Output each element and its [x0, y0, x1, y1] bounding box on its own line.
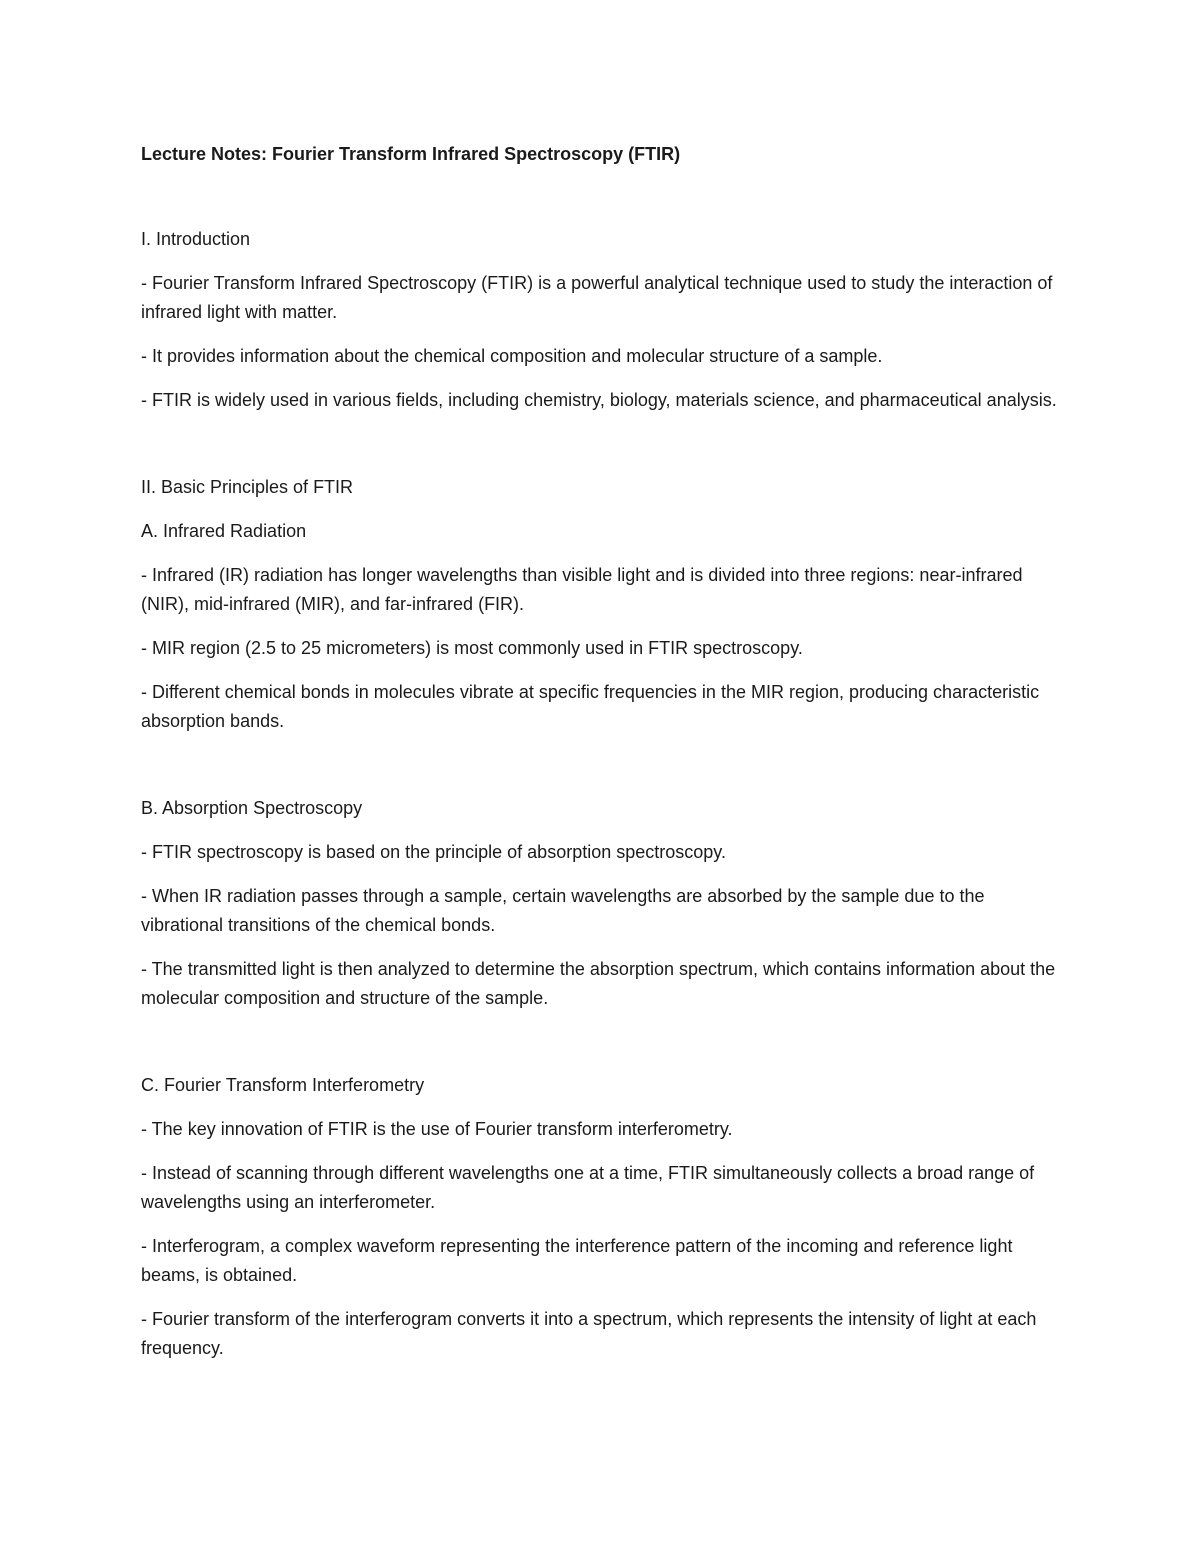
document-title: Lecture Notes: Fourier Transform Infrared Spectroscopy (FTIR) [141, 144, 681, 164]
section-spacer [141, 1028, 1061, 1071]
paragraph: - The key innovation of FTIR is the use of Fourier transform interferometry. [141, 1119, 733, 1139]
section-basic-principles [141, 473, 1061, 736]
paragraph: - It provides information about the chemical composition and molecular structure of a sample. [141, 346, 883, 366]
paragraph: - Fourier Transform Infrared Spectroscopy (FTIR) is a powerful analytical technique used to study the interaction of infrared light with matter. [141, 273, 1053, 322]
paragraph: - Interferogram, a complex waveform representing the interference pattern of the incoming and reference light beams, is obtained. [141, 1236, 1013, 1285]
subsection-heading: A. Infrared Radiation [141, 521, 307, 541]
subsection-heading: C. Fourier Transform Interferometry [141, 1075, 425, 1095]
paragraph: - Fourier transform of the interferogram converts it into a spectrum, which represents the intensity of light at each frequency. [141, 1309, 1037, 1358]
section-heading: II. Basic Principles of FTIR [141, 477, 354, 497]
paragraph: - Infrared (IR) radiation has longer wavelengths than visible light and is divided into three regions: near-infrared (NIR), mid-infrared (MIR), and far-infrared (FIR). [141, 565, 1023, 614]
section-fourier-transform-interferometry [141, 1071, 1061, 1363]
section-absorption-spectroscopy [141, 794, 1061, 1013]
paragraph: - FTIR is widely used in various fields, including chemistry, biology, materials science, and pharmaceutical analysis. [141, 390, 1057, 410]
subsection-heading: B. Absorption Spectroscopy [141, 798, 363, 818]
paragraph: - Instead of scanning through different wavelengths one at a time, FTIR simultaneously collects a broad range of wavelengths using an interferometer. [141, 1163, 1035, 1212]
section-spacer [141, 430, 1061, 473]
paragraph: - The transmitted light is then analyzed to determine the absorption spectrum, which contains information about the molecular composition and structure of the sample. [141, 959, 1056, 1008]
paragraph: - FTIR spectroscopy is based on the principle of absorption spectroscopy. [141, 842, 726, 862]
paragraph: - MIR region (2.5 to 25 micrometers) is most commonly used in FTIR spectroscopy. [141, 638, 803, 658]
document-page [141, 140, 1061, 1378]
paragraph: - Different chemical bonds in molecules vibrate at specific frequencies in the MIR region, producing characteristic absorption bands. [141, 682, 1040, 731]
section-spacer [141, 751, 1061, 794]
section-heading: I. Introduction [141, 229, 251, 249]
section-introduction [141, 225, 1061, 415]
paragraph: - When IR radiation passes through a sample, certain wavelengths are absorbed by the sample due to the vibrational transitions of the chemical bonds. [141, 886, 985, 935]
